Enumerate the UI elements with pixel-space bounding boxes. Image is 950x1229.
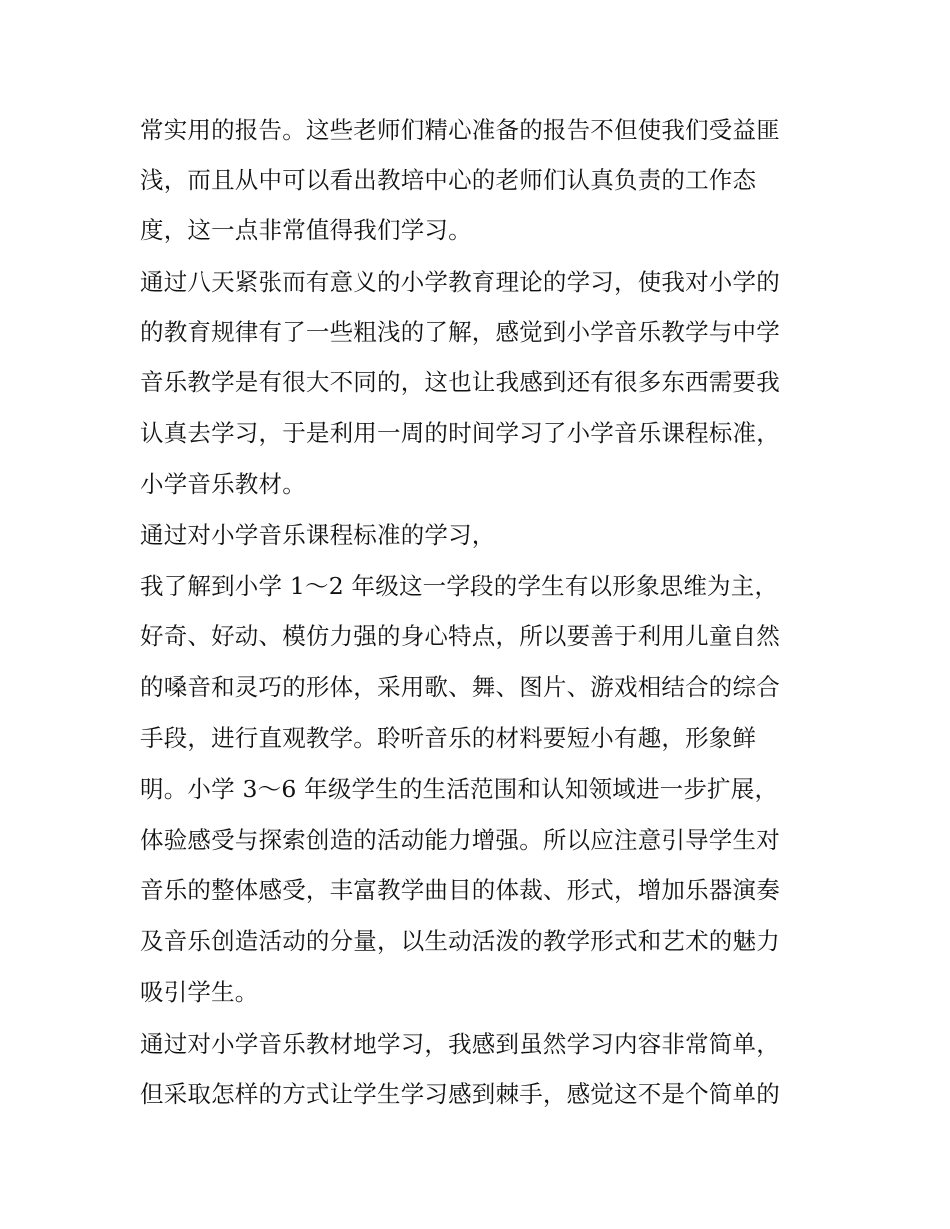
text-line: 好奇、好动、模仿力强的身心特点，所以要善于利用儿童自然 [140,622,780,650]
text-line: 通过八天紧张而有意义的小学教育理论的学习，使我对小学的 [140,268,780,296]
text-line: 的嗓音和灵巧的形体，采用歌、舞、图片、游戏相结合的综合 [140,673,780,701]
text-line: 度，这一点非常值得我们学习。 [140,216,472,244]
text-line: 音乐的整体感受，丰富教学曲目的体裁、形式，增加乐器演奏 [140,876,780,904]
text-line: 吸引学生。 [140,978,259,1006]
text-line: 手段，进行直观教学。聆听音乐的材料要短小有趣，形象鲜 [140,724,757,752]
text-line: 常实用的报告。这些老师们精心准备的报告不但使我们受益匪 [140,116,780,144]
text-line: 但采取怎样的方式让学生学习感到棘手，感觉这不是个简单的 [140,1080,780,1108]
text-line: 音乐教学是有很大不同的，这也让我感到还有很多东西需要我 [140,368,780,396]
text-line: 通过对小学音乐课程标准的学习， [140,521,496,549]
text-line: 我了解到小学 1～2 年级这一学段的学生有以形象思维为主， [140,572,779,600]
text-line: 明。小学 3～6 年级学生的生活范围和认知领域进一步扩展， [140,775,779,803]
text-line: 通过对小学音乐教材地学习，我感到虽然学习内容非常简单， [140,1030,780,1058]
text-line: 的教育规律有了一些粗浅的了解，感觉到小学音乐教学与中学 [140,318,780,346]
text-line: 浅，而且从中可以看出教培中心的老师们认真负责的工作态 [140,166,757,194]
text-line: 体验感受与探索创造的活动能力增强。所以应注意引导学生对 [140,826,780,854]
text-line: 认真去学习，于是利用一周的时间学习了小学音乐课程标准， [140,419,780,447]
text-line: 及音乐创造活动的分量，以生动活泼的教学形式和艺术的魅力 [140,927,780,955]
text-line: 小学音乐教材。 [140,470,306,498]
